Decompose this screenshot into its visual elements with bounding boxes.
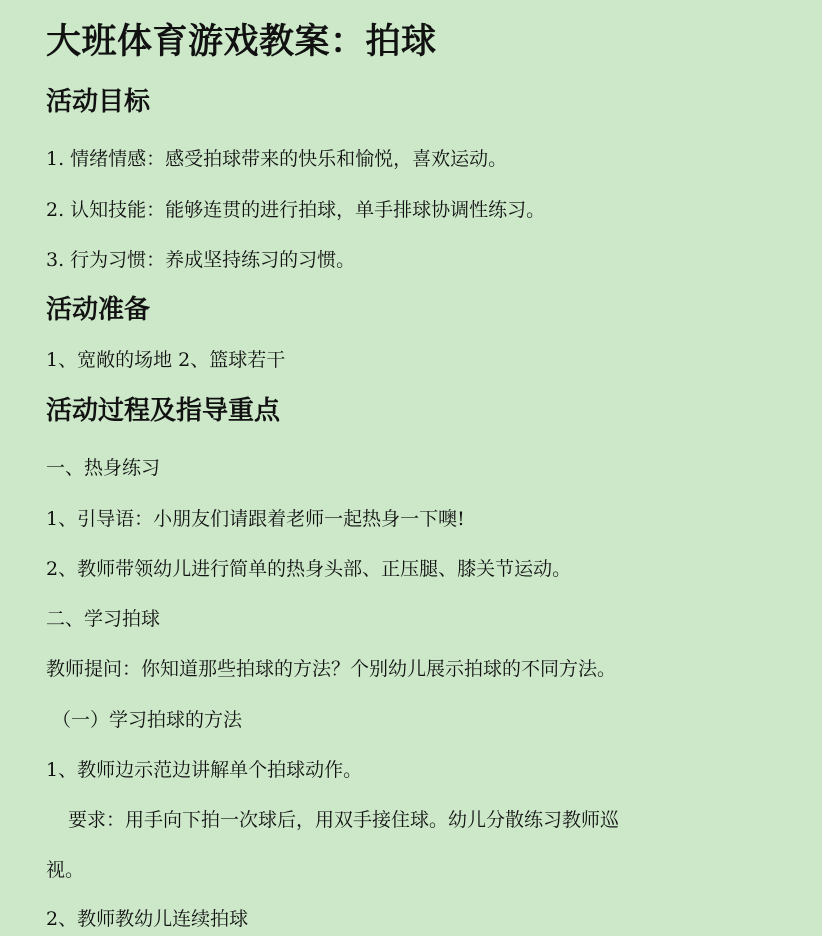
- goal-item-2: 2. 认知技能：能够连贯的进行拍球，单手排球协调性练习。: [46, 199, 546, 221]
- process-line: 视。: [46, 859, 85, 881]
- prep-text: 1、宽敞的场地 2、篮球若干: [46, 349, 286, 371]
- goal-item-3: 3. 行为习惯：养成坚持练习的习惯。: [46, 249, 356, 271]
- goal-item-1: 1. 情绪情感：感受拍球带来的快乐和愉悦，喜欢运动。: [46, 148, 508, 170]
- goals-heading: 活动目标: [46, 87, 151, 117]
- process-line: 2、教师教幼儿连续拍球: [46, 908, 249, 930]
- process-line: 1、教师边示范边讲解单个拍球动作。: [46, 759, 363, 781]
- document-title: 大班体育游戏教案：拍球: [46, 22, 437, 62]
- process-line: 要求：用手向下拍一次球后，用双手接住球。幼儿分散练习教师巡: [68, 809, 620, 831]
- process-line: 二、学习拍球: [46, 608, 161, 630]
- process-line: 1、引导语：小朋友们请跟着老师一起热身一下噢!: [46, 508, 465, 530]
- process-line: 2、教师带领幼儿进行简单的热身头部、正压腿、膝关节运动。: [46, 558, 572, 580]
- process-line: 教师提问：你知道那些拍球的方法？个别幼儿展示拍球的不同方法。: [46, 658, 617, 680]
- process-line: （一）学习拍球的方法: [52, 709, 243, 731]
- process-heading: 活动过程及指导重点: [46, 396, 281, 426]
- process-line: 一、热身练习: [46, 457, 161, 479]
- prep-heading: 活动准备: [46, 295, 151, 325]
